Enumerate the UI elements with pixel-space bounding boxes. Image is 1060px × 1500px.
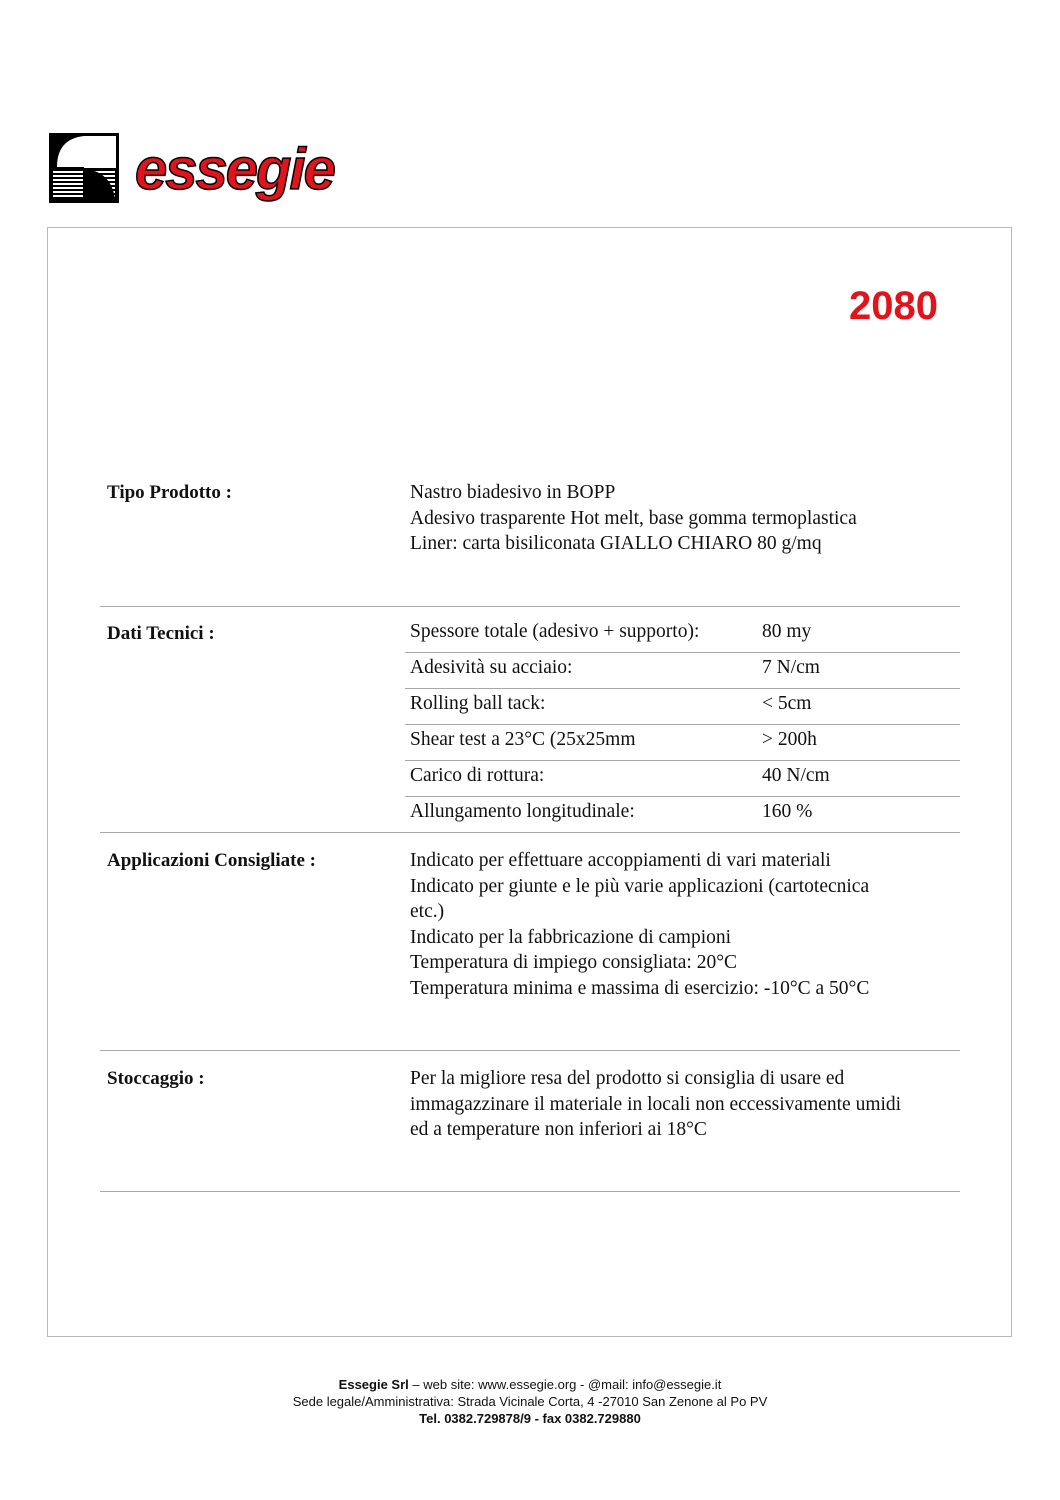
tipo-prodotto-text	[410, 480, 857, 557]
stoccaggio-line: immagazzinare il materiale in locali non eccessivamente umidi	[410, 1093, 902, 1115]
stoccaggio-line: Per la migliore resa del prodotto si consiglia di usare ed	[410, 1068, 845, 1089]
tipo-line: Liner: carta bisiliconata GIALLO CHIARO 80 g/mq	[410, 533, 822, 554]
tech-key: Adesività su acciaio:	[410, 657, 573, 678]
applicazioni-label: Applicazioni Consigliate :	[107, 850, 317, 871]
tech-row	[405, 689, 960, 725]
tech-key: Rolling ball tack:	[410, 693, 546, 714]
tech-key: Carico di rottura:	[410, 765, 545, 786]
divider	[100, 1050, 960, 1051]
dati-tecnici-table	[405, 617, 960, 833]
tipo-line: Nastro biadesivo in BOPP	[410, 482, 616, 503]
applicazioni-line: Indicato per giunte e le più varie applicazioni (cartotecnica	[410, 875, 870, 897]
applicazioni-line: Indicato per la fabbricazione di campioni	[410, 926, 732, 948]
footer-company: Essegie Srl	[338, 1377, 409, 1392]
dati-tecnici-label: Dati Tecnici :	[107, 623, 215, 644]
applicazioni-line: etc.)	[410, 901, 445, 922]
tech-value: > 200h	[762, 729, 817, 750]
footer-address: Sede legale/Amministrativa: Strada Vicinale Corta, 4 -27010 San Zenone al Po PV	[292, 1394, 768, 1409]
tech-value: 7 N/cm	[762, 657, 820, 678]
tech-value: 160 %	[762, 801, 813, 822]
stoccaggio-line: ed a temperature non inferiori ai 18°C	[410, 1119, 707, 1140]
tech-value: 80 my	[762, 621, 812, 642]
tech-row	[405, 725, 960, 761]
divider	[100, 1191, 960, 1192]
tech-value: 40 N/cm	[762, 765, 830, 786]
applicazioni-line: Temperatura di impiego consigliata: 20°C	[410, 952, 738, 973]
tech-value: < 5cm	[762, 693, 812, 714]
tech-row	[405, 761, 960, 797]
applicazioni-text	[410, 848, 869, 1001]
footer-contact	[0, 1376, 1060, 1393]
tipo-line: Adesivo trasparente Hot melt, base gomma termoplastica	[410, 507, 857, 529]
tech-key: Spessore totale (adesivo + supporto):	[410, 621, 700, 642]
tech-row	[405, 617, 960, 653]
stoccaggio-text	[410, 1066, 901, 1143]
applicazioni-line: Temperatura minima e massima di esercizio: -10°C a 50°C	[410, 977, 870, 999]
applicazioni-line: Indicato per effettuare accoppiamenti di vari materiali	[410, 850, 831, 871]
tech-key: Shear test a 23°C (25x25mm	[410, 729, 636, 750]
footer-phone: Tel. 0382.729878/9 - fax 0382.729880	[419, 1411, 641, 1426]
page-footer	[0, 1376, 1060, 1427]
tech-key: Allungamento longitudinale:	[410, 801, 635, 822]
product-code: 2080	[849, 284, 938, 328]
essegie-logo	[49, 129, 359, 209]
divider	[100, 606, 960, 607]
stoccaggio-label: Stoccaggio :	[107, 1068, 205, 1089]
logo-mark	[49, 133, 119, 203]
tech-row	[405, 653, 960, 689]
logo-wordmark: essegie	[135, 137, 334, 202]
divider	[100, 832, 960, 833]
tech-row	[405, 797, 960, 833]
tipo-prodotto-label: Tipo Prodotto :	[107, 482, 232, 503]
footer-web: – web site: www.essegie.org - @mail: info@essegie.it	[408, 1377, 722, 1392]
